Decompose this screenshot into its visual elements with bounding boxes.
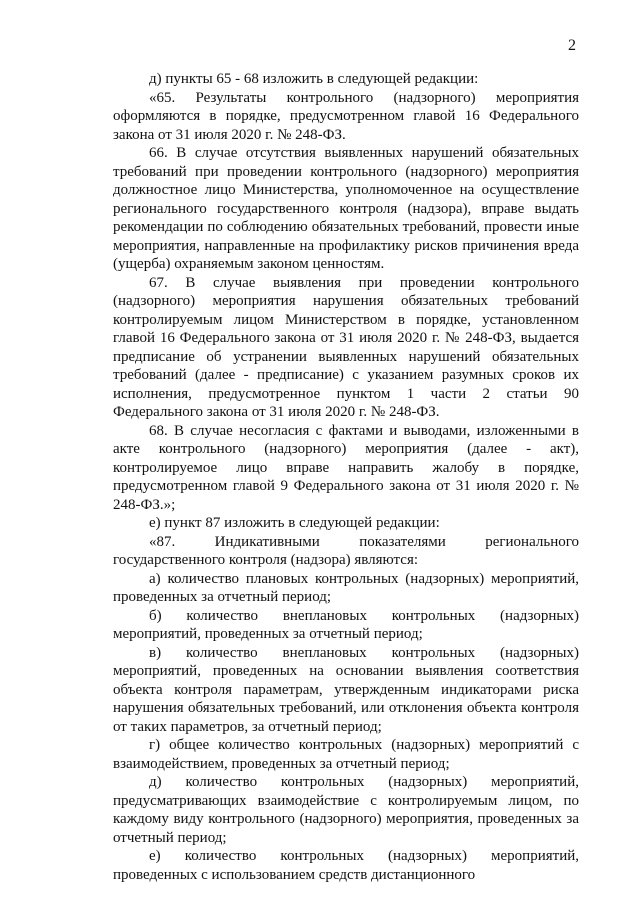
paragraph-87: «87. Индикативными показателями регионального государственного контроля (надзора) являются: (113, 533, 579, 568)
paragraph-66: 66. В случае отсутствия выявленных нарушений обязательных требований при проведении контрольного (надзорного) мероприятия должностное лицо Министерства, уполномоченное на осуществление регионального государственного контроля (надзора), вправе выдать рекомендации по соблюдению обязательных требований, провести иные мероприятия, направленные на профилактику рисков причинения вреда (ущерба) охраняемым законом ценностям. (113, 145, 579, 272)
paragraph-68: 68. В случае несогласия с фактами и выводами, изложенными в акте контрольного (надзорного) мероприятия (далее - акт), контролируемое лицо вправе направить жалобу в порядке, предусмотренном главой 9 Федерального закона от 31 июля 2020 г. № 248-ФЗ.»; (113, 422, 579, 513)
list-item-v: в) количество внеплановых контрольных (надзорных) мероприятий, проведенных на основании выявления соответствия объекта контроля параметрам, утвержденным индикаторами риска нарушения обязательных требований, или отклонения объекта контроля от таких параметров, за отчетный период; (113, 644, 579, 735)
paragraph-amend-d: д) пункты 65 - 68 изложить в следующей редакции: (149, 71, 479, 87)
list-item-d: д) количество контрольных (надзорных) мероприятий, предусматривающих взаимодействие с контролируемым лицом, по каждому виду контрольного (надзорного) мероприятия, проведенных за отчетный период; (113, 774, 579, 846)
page-number: 2 (568, 37, 576, 54)
paragraph-65: «65. Результаты контрольного (надзорного) мероприятия оформляются в порядке, предусмотренном главой 16 Федерального закона от 31 июля 2020 г. № 248-ФЗ. (113, 89, 579, 143)
paragraph-amend-e: е) пункт 87 изложить в следующей редакции: (149, 515, 440, 531)
list-item-a: а) количество плановых контрольных (надзорных) мероприятий, проведенных за отчетный период; (113, 570, 579, 605)
list-item-b: б) количество внеплановых контрольных (надзорных) мероприятий, проведенных за отчетный период; (113, 607, 579, 642)
list-item-e: е) количество контрольных (надзорных) мероприятий, проведенных с использованием средств дистанционного (113, 848, 579, 883)
paragraph-67: 67. В случае выявления при проведении контрольного (надзорного) мероприятия нарушения обязательных требований контролируемым лицом Министерством в порядке, установленном главой 16 Федерального закона от 31 июля 2020 г. № 248-ФЗ, выдается предписание об устранении выявленных нарушений обязательных требований (далее - предписание) с указанием разумных сроков их исполнения, предусмотренное пунктом 1 части 2 статьи 90 Федерального закона от 31 июля 2020 г. № 248-ФЗ. (113, 274, 579, 420)
list-item-g: г) общее количество контрольных (надзорных) мероприятий с взаимодействием, проведенных за отчетный период; (113, 737, 579, 772)
document-body (113, 70, 579, 884)
